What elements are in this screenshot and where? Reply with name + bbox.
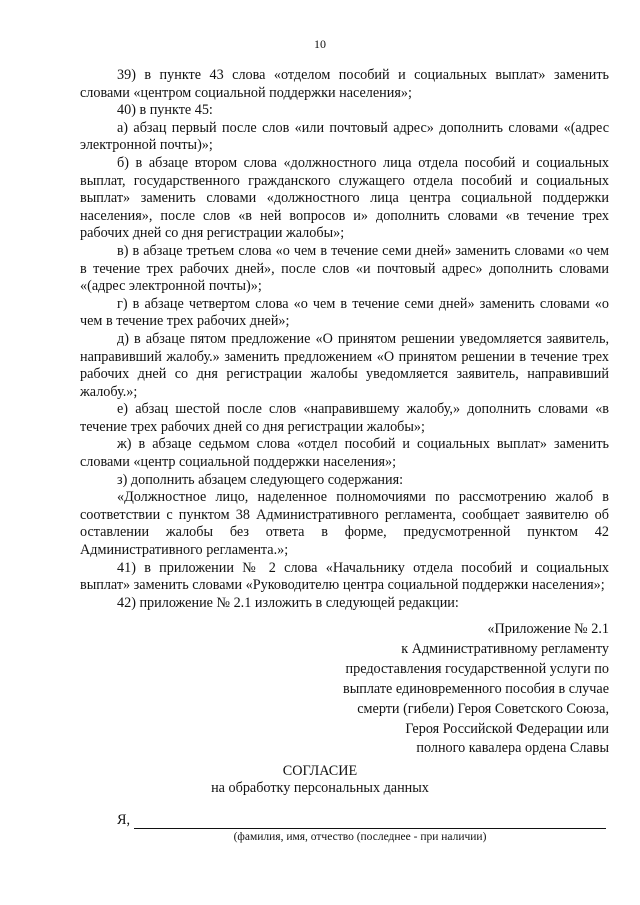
amendments-text	[80, 67, 609, 612]
paragraph: г) в абзаце четвертом слова «о чем в течение семи дней» заменить словами «о чем в течение трех рабочих дней»;	[80, 295, 609, 330]
signature-prefix: Я,	[117, 812, 131, 828]
paragraph: д) в абзаце пятом предложение «О принятом решении уведомляется заявитель, направивший жалобу.» заменить предложением «О принятом решении в течение трех рабочих дней со дня регистрации жалобы уведомляется заявитель, направивший жалобу.»;	[80, 330, 609, 400]
appendix-header-line: полного кавалера ордена Славы	[416, 740, 609, 757]
appendix-header-line: смерти (гибели) Героя Советского Союза,	[357, 700, 609, 717]
name-field-hint: (фамилия, имя, отчество (последнее - при наличии)	[233, 831, 487, 843]
paragraph: 40) в пункте 45:	[117, 102, 213, 119]
paragraph: «Должностное лицо, наделенное полномочиями по рассмотрению жалоб в соответствии с пунктом 38 Административного регламента, сообщает заявителю об оставлении жалобы без ответа в форме, предусмотренной пунктом 42 Административного регламента.»;	[80, 489, 609, 559]
appendix-header-line: Героя Российской Федерации или	[405, 720, 609, 737]
paragraph: е) абзац шестой после слов «направившему жалобу,» дополнить словами «в течение трех рабочих дней со дня регистрации жалобы»;	[80, 401, 609, 435]
paragraph: а) абзац первый после слов «или почтовый адрес» дополнить словами «(адрес электронной почты)»;	[80, 119, 609, 154]
paragraph: ж) в абзаце седьмом слова «отдел пособий и социальных выплат» заменить словами «центр социальной поддержки населения»;	[80, 436, 609, 471]
consent-title: СОГЛАСИЕ	[282, 763, 358, 779]
appendix-header	[300, 620, 609, 759]
paragraph: в) в абзаце третьем слова «о чем в течение семи дней» заменить словами «о чем в течение трех рабочих дней», после слов «и почтовый адрес» дополнить словами «(адрес электронной почты)»;	[80, 242, 609, 295]
paragraph: б) в абзаце втором слова «должностного лица отдела пособий и социальных выплат, государственного гражданского служащего отдела пособий и социальных выплат» заменить словами «должностного лица центра социальной поддержки населения», после слов «в ней вопросов и» дополнить словами «в течение трех рабочих дней со дня регистрации жалобы»;	[80, 154, 609, 242]
page-number: 10	[314, 37, 326, 51]
appendix-header-line: выплате единовременного пособия в случае	[343, 680, 609, 697]
paragraph: 42) приложение № 2.1 изложить в следующей редакции:	[117, 594, 459, 611]
appendix-header-line: к Административному регламенту	[401, 640, 609, 657]
appendix-header-line: «Приложение № 2.1	[487, 621, 609, 637]
name-fill-line	[134, 828, 606, 829]
paragraph: з) дополнить абзацем следующего содержания:	[117, 471, 404, 488]
paragraph: 41) в приложении № 2 слова «Начальнику отдела пособий и социальных выплат» заменить словами «Руководителю центра социальной поддержки населения»;	[80, 559, 609, 594]
consent-subtitle: на обработку персональных данных	[211, 780, 429, 796]
appendix-header-line: предоставления государственной услуги по	[345, 660, 609, 677]
paragraph: 39) в пункте 43 слова «отделом пособий и социальных выплат» заменить словами «центром социальной поддержки населения»;	[80, 67, 609, 101]
